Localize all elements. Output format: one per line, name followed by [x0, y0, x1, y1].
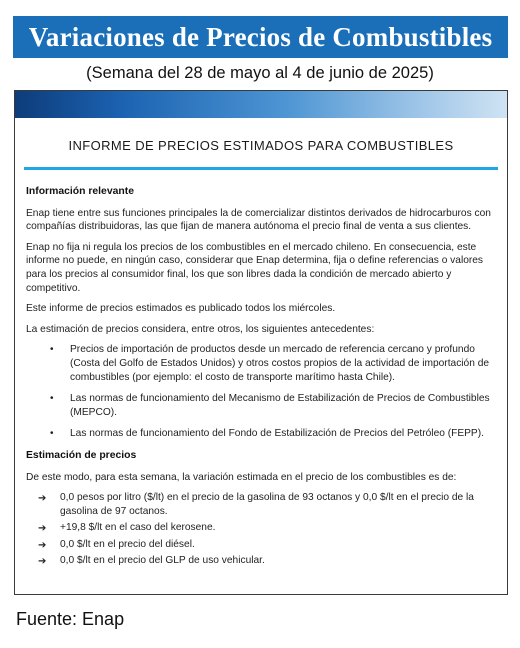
- report-document: [14, 90, 508, 595]
- source-caption: Fuente: Enap: [16, 609, 125, 629]
- estimate-item: [38, 521, 497, 535]
- estimate-text: +19,8 $/lt en el caso del kerosene.: [60, 522, 216, 534]
- arrow-right-icon: ➔: [38, 556, 47, 568]
- estimate-text: 0,0 $/lt en el precio del GLP de uso vehicular.: [60, 555, 265, 567]
- estimate-item: [38, 491, 497, 518]
- list-item: • Las normas de funcionamiento del Fondo de Estabilización de Precios del Petróleo (FEPP).: [50, 427, 497, 441]
- paragraph: Este informe de precios estimados es publicado todos los miércoles.: [26, 303, 336, 315]
- antecedents-list: [50, 343, 497, 441]
- paragraph: De este modo, para esta semana, la variación estimada en el precio de los combustibles es de:: [26, 471, 457, 483]
- report-title: INFORME DE PRECIOS ESTIMADOS PARA COMBUSTIBLES: [68, 138, 454, 153]
- list-item: • Las normas de funcionamiento del Mecanismo de Estabilización de Precios de Combustibles (MEPCO).: [50, 392, 497, 419]
- arrow-right-icon: ➔: [38, 493, 47, 505]
- paragraph: Enap no fija ni regula los precios de los combustibles en el mercado chileno. En consecuencia, este informe no puede, en ningún caso, considerar que Enap determina, fija o define referencias o valores para los precios al consumidor final, los que son libres dada la condición de mercado abierto y competitivo.: [26, 241, 484, 294]
- page-title: Variaciones de Precios de Combustibles: [28, 21, 493, 52]
- estimate-item: [38, 538, 497, 552]
- arrow-right-icon: ➔: [38, 523, 47, 535]
- page-subtitle: (Semana del 28 de mayo al 4 de junio de 2025): [86, 64, 434, 82]
- estimate-text: 0,0 pesos por litro ($/lt) en el precio de la gasolina de 93 octanos y 0,0 $/lt en el precio de la gasolina de 97 octanos.: [60, 492, 474, 517]
- estimate-text: 0,0 $/lt en el precio del diésel.: [60, 538, 195, 550]
- title-banner: [13, 16, 508, 58]
- paragraph: Enap tiene entre sus funciones principales la de comercializar distintos derivados de hidrocarburos con compañías distribuidoras, las que fijan de manera autónoma el precio final de venta a sus clientes.: [26, 207, 491, 233]
- list-item: • Precios de importación de productos desde un mercado de referencia cercano y profundo (Costa del Golfo de Estados Unidos) y otros costos propios de la actividad de importación de combustibles (por ejemplo: el costo de transporte marítimo hasta Chile).: [50, 343, 497, 384]
- estimates-list: [38, 491, 497, 568]
- report-content: [15, 185, 507, 568]
- section-heading-estimate: Estimación de precios: [26, 449, 137, 461]
- section-heading-info: Información relevante: [26, 186, 134, 197]
- title-divider: [24, 167, 498, 170]
- arrow-right-icon: ➔: [38, 539, 47, 551]
- report-header-gradient: [15, 91, 507, 118]
- paragraph: La estimación de precios considera, entre otros, los siguientes antecedentes:: [26, 323, 375, 335]
- estimate-item: [38, 554, 497, 568]
